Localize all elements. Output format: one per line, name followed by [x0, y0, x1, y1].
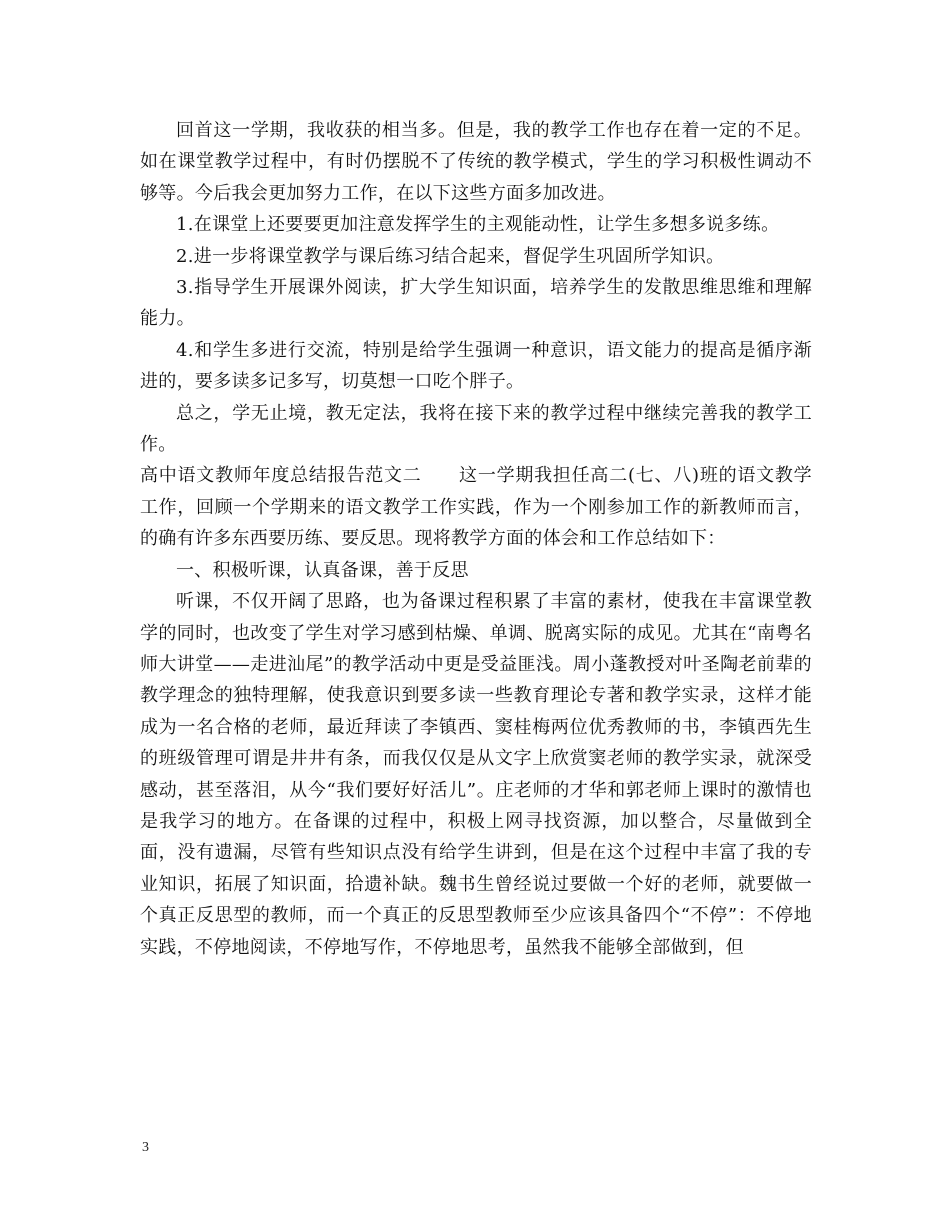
paragraph-point-2: 2.进一步将课堂教学与课后练习结合起来，督促学生巩固所学知识。: [176, 245, 725, 267]
paragraph-conclusion: 总之，学无止境，教无定法，我将在接下来的教学过程中继续完善我的教学工作。: [140, 402, 812, 456]
document-body: [140, 115, 812, 963]
page-number: 3: [142, 1140, 149, 1155]
paragraph-point-1: 1.在课堂上还要要更加注意发挥学生的主观能动性，让学生多想多说多练。: [176, 214, 780, 236]
paragraph-reflection: 回首这一学期，我收获的相当多。但是，我的教学工作也存在着一定的不足。如在课堂教学过程中，有时仍摆脱不了传统的教学模式，学生的学习积极性调动不够等。今后我会更加努力工作，在以下这些方面多加改进。: [140, 120, 812, 204]
paragraph-point-4: 4.和学生多进行交流，特别是给学生强调一种意识，语文能力的提高是循序渐进的，要多读多记多写，切莫想一口吃个胖子。: [140, 339, 812, 393]
paragraph-point-3: 3.指导学生开展课外阅读，扩大学生知识面，培养学生的发散思维思维和理解能力。: [140, 277, 812, 330]
paragraph-listening-lessons: 听课，不仅开阔了思路，也为备课过程积累了丰富的素材，使我在丰富课堂教学的同时，也改变了学生对学习感到枯燥、单调、脱离实际的成见。尤其在“南粤名师大讲堂——走进汕尾”的教学活动中更是受益匪浅。周小蓬教授对叶圣陶老前辈的教学理念的独特理解，使我意识到要多读一些教育理论专著和教学实录，这样才能成为一名合格的老师，最近拜读了李镇西、窦桂梅两位优秀教师的书，李镇西先生的班级管理可谓是井井有条，而我仅仅是从文字上欣赏窦老师的教学实录，就深受感动，甚至落泪，从今“我们要好好活儿”。庄老师的才华和郭老师上课时的激情也是我学习的地方。在备课的过程中，积极上网寻找资源，加以整合，尽量做到全面，没有遗漏，尽管有些知识点没有给学生讲到，但是在这个过程中丰富了我的专业知识，拓展了知识面，拾遗补缺。魏书生曾经说过要做一个好的老师，就要做一个真正反思型的教师，而一个真正的反思型教师至少应该具备四个“不停”：不停地实践，不停地阅读，不停地写作，不停地思考，虽然我不能够全部做到，但: [140, 591, 812, 958]
paragraph-report-two-intro: 高中语文教师年度总结报告范文二 这一学期我担任高二(七、八)班的语文教学工作，回顾一个学期来的语文教学工作实践，作为一个刚参加工作的新教师而言，的确有许多东西要历练、要反思。现将教学方面的体会和工作总结如下：: [140, 465, 812, 550]
section-heading-1: 一、积极听课，认真备课，善于反思: [176, 559, 469, 581]
